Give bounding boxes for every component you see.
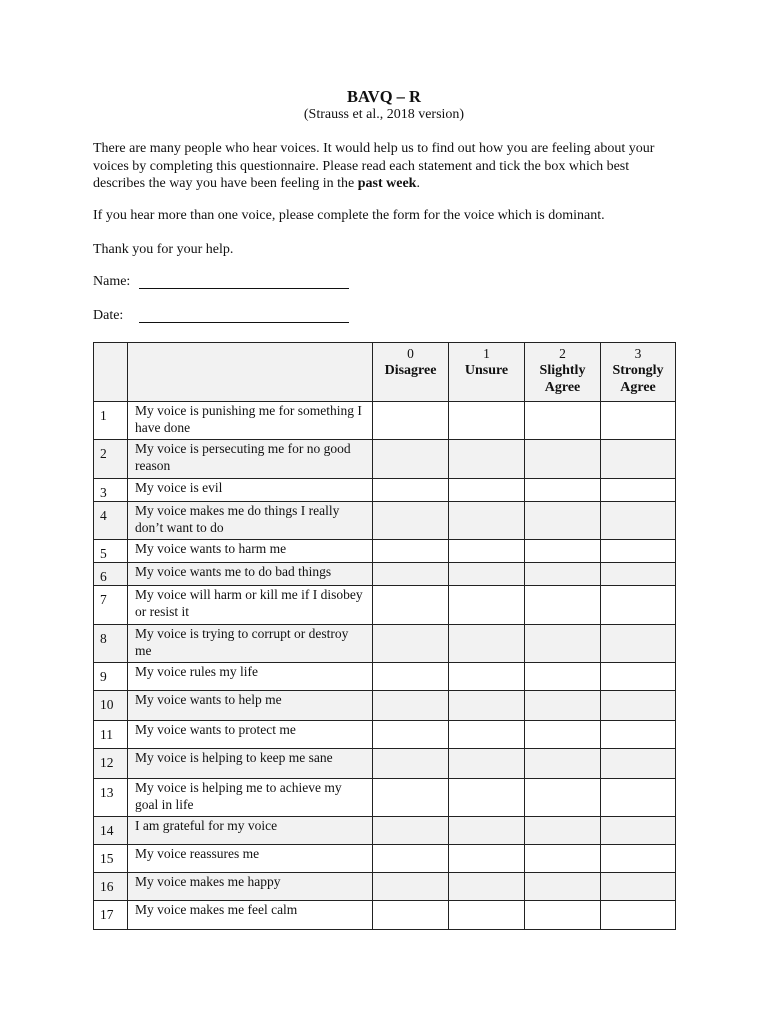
item-statement: My voice wants to protect me	[128, 721, 373, 749]
intro-text: There are many people who hear voices. It would help us to find out how you are feeling about your voices by completing this questionnaire. Please read each statement and tick the box which best describes the way you have been feeling in the	[93, 141, 655, 191]
date-blank-line[interactable]	[139, 322, 349, 323]
response-box-2[interactable]	[525, 663, 601, 691]
response-box-2[interactable]	[525, 502, 601, 540]
response-box-3[interactable]	[601, 540, 676, 563]
table-row	[94, 625, 676, 663]
table-row	[94, 845, 676, 873]
table-row	[94, 540, 676, 563]
intro-paragraph	[93, 140, 683, 193]
response-box-3[interactable]	[601, 479, 676, 502]
response-box-3[interactable]	[601, 779, 676, 817]
item-number: 8	[94, 625, 128, 663]
response-box-3[interactable]	[601, 440, 676, 479]
item-number: 7	[94, 586, 128, 625]
response-box-3[interactable]	[601, 502, 676, 540]
scale-label-2: Slightly Agree	[539, 363, 586, 395]
item-statement: My voice makes me do things I really don’t want to do	[128, 502, 373, 540]
intro-end-text: .	[416, 176, 420, 191]
scale-num-3: 3	[634, 346, 642, 361]
item-number: 12	[94, 749, 128, 779]
response-box-2[interactable]	[525, 402, 601, 440]
form-subtitle: (Strauss et al., 2018 version)	[303, 107, 465, 122]
scale-header-1	[449, 343, 525, 402]
response-box-2[interactable]	[525, 563, 601, 586]
response-box-3[interactable]	[601, 691, 676, 721]
response-box-1[interactable]	[449, 721, 525, 749]
scale-label-1: Unsure	[464, 363, 509, 378]
response-box-1[interactable]	[449, 402, 525, 440]
response-box-0[interactable]	[373, 586, 449, 625]
response-box-0[interactable]	[373, 749, 449, 779]
instruction-paragraph: If you hear more than one voice, please complete the form for the voice which is dominant.	[93, 208, 605, 223]
response-box-1[interactable]	[449, 586, 525, 625]
item-statement: My voice rules my life	[128, 663, 373, 691]
response-box-0[interactable]	[373, 502, 449, 540]
item-statement: My voice wants me to do bad things	[128, 563, 373, 586]
response-box-1[interactable]	[449, 663, 525, 691]
response-box-1[interactable]	[449, 440, 525, 479]
scale-header-2	[525, 343, 601, 402]
scale-num-0: 0	[407, 346, 414, 361]
response-box-2[interactable]	[525, 586, 601, 625]
name-field[interactable]	[93, 274, 130, 290]
response-box-0[interactable]	[373, 691, 449, 721]
response-box-0[interactable]	[373, 845, 449, 873]
table-row	[94, 779, 676, 817]
item-number: 14	[94, 817, 128, 845]
response-box-0[interactable]	[373, 663, 449, 691]
response-box-0[interactable]	[373, 817, 449, 845]
form-title: BAVQ – R	[347, 87, 421, 106]
response-box-1[interactable]	[449, 817, 525, 845]
item-statement: My voice makes me feel calm	[128, 901, 373, 930]
table-row	[94, 721, 676, 749]
response-box-2[interactable]	[525, 901, 601, 930]
item-number: 15	[94, 845, 128, 873]
response-box-1[interactable]	[449, 540, 525, 563]
response-box-0[interactable]	[373, 440, 449, 479]
response-box-2[interactable]	[525, 817, 601, 845]
item-number: 5	[94, 540, 128, 563]
response-box-1[interactable]	[449, 779, 525, 817]
item-statement: My voice is helping me to achieve my goal in life	[128, 779, 373, 817]
response-box-1[interactable]	[449, 901, 525, 930]
table-row	[94, 502, 676, 540]
response-box-1[interactable]	[449, 845, 525, 873]
item-statement: My voice is evil	[128, 479, 373, 502]
item-number: 2	[94, 440, 128, 479]
intro-bold-text: past week	[357, 176, 417, 191]
response-box-0[interactable]	[373, 540, 449, 563]
response-box-3[interactable]	[601, 625, 676, 663]
item-number: 1	[94, 402, 128, 440]
response-box-1[interactable]	[449, 625, 525, 663]
response-box-1[interactable]	[449, 873, 525, 901]
item-number: 9	[94, 663, 128, 691]
scale-label-3: Strongly Agree	[612, 363, 664, 395]
response-box-0[interactable]	[373, 479, 449, 502]
response-box-2[interactable]	[525, 540, 601, 563]
thanks-paragraph: Thank you for your help.	[93, 242, 234, 257]
response-box-2[interactable]	[525, 440, 601, 479]
item-number: 4	[94, 502, 128, 540]
response-box-3[interactable]	[601, 721, 676, 749]
name-label: Name:	[93, 274, 131, 289]
item-statement: I am grateful for my voice	[128, 817, 373, 845]
scale-header-0	[373, 343, 449, 402]
item-statement: My voice is helping to keep me sane	[128, 749, 373, 779]
item-statement: My voice is persecuting me for no good reason	[128, 440, 373, 479]
response-box-2[interactable]	[525, 779, 601, 817]
item-statement: My voice will harm or kill me if I disobey or resist it	[128, 586, 373, 625]
response-box-2[interactable]	[525, 845, 601, 873]
table-row	[94, 402, 676, 440]
response-box-2[interactable]	[525, 873, 601, 901]
response-box-0[interactable]	[373, 873, 449, 901]
scale-header-row	[94, 343, 676, 402]
response-box-0[interactable]	[373, 901, 449, 930]
header-blank-cell	[94, 343, 128, 402]
item-statement: My voice wants to help me	[128, 691, 373, 721]
scale-header-3	[601, 343, 676, 402]
response-box-0[interactable]	[373, 779, 449, 817]
item-statement: My voice wants to harm me	[128, 540, 373, 563]
item-number: 11	[94, 721, 128, 749]
response-box-0[interactable]	[373, 721, 449, 749]
table-row	[94, 663, 676, 691]
response-box-1[interactable]	[449, 563, 525, 586]
response-box-3[interactable]	[601, 586, 676, 625]
item-statement: My voice is punishing me for something I have done	[128, 402, 373, 440]
response-box-3[interactable]	[601, 845, 676, 873]
table-row	[94, 817, 676, 845]
response-box-3[interactable]	[601, 873, 676, 901]
scale-num-2: 2	[559, 346, 566, 361]
item-number: 17	[94, 901, 128, 930]
item-number: 13	[94, 779, 128, 817]
scale-num-1: 1	[483, 346, 490, 361]
item-statement: My voice reassures me	[128, 845, 373, 873]
table-row	[94, 749, 676, 779]
response-box-2[interactable]	[525, 479, 601, 502]
response-box-0[interactable]	[373, 402, 449, 440]
response-box-3[interactable]	[601, 901, 676, 930]
questionnaire-table	[93, 342, 676, 930]
response-box-3[interactable]	[601, 663, 676, 691]
response-box-2[interactable]	[525, 749, 601, 779]
table-row	[94, 479, 676, 502]
scale-label-0: Disagree	[384, 363, 437, 378]
table-row	[94, 563, 676, 586]
table-row	[94, 440, 676, 479]
date-field[interactable]	[93, 308, 123, 324]
response-box-1[interactable]	[449, 502, 525, 540]
response-box-1[interactable]	[449, 749, 525, 779]
table-row	[94, 586, 676, 625]
response-box-1[interactable]	[449, 691, 525, 721]
response-box-0[interactable]	[373, 625, 449, 663]
response-box-3[interactable]	[601, 749, 676, 779]
table-row	[94, 873, 676, 901]
response-box-3[interactable]	[601, 563, 676, 586]
item-number: 6	[94, 563, 128, 586]
date-label: Date:	[93, 308, 124, 323]
response-box-3[interactable]	[601, 817, 676, 845]
name-blank-line[interactable]	[139, 288, 349, 289]
response-box-0[interactable]	[373, 563, 449, 586]
item-number: 3	[94, 479, 128, 502]
table-row	[94, 901, 676, 930]
table-row	[94, 691, 676, 721]
item-statement: My voice is trying to corrupt or destroy me	[128, 625, 373, 663]
response-box-2[interactable]	[525, 625, 601, 663]
item-number: 10	[94, 691, 128, 721]
header-statement-cell	[128, 343, 373, 402]
item-number: 16	[94, 873, 128, 901]
response-box-2[interactable]	[525, 721, 601, 749]
response-box-2[interactable]	[525, 691, 601, 721]
item-statement: My voice makes me happy	[128, 873, 373, 901]
response-box-1[interactable]	[449, 479, 525, 502]
response-box-3[interactable]	[601, 402, 676, 440]
